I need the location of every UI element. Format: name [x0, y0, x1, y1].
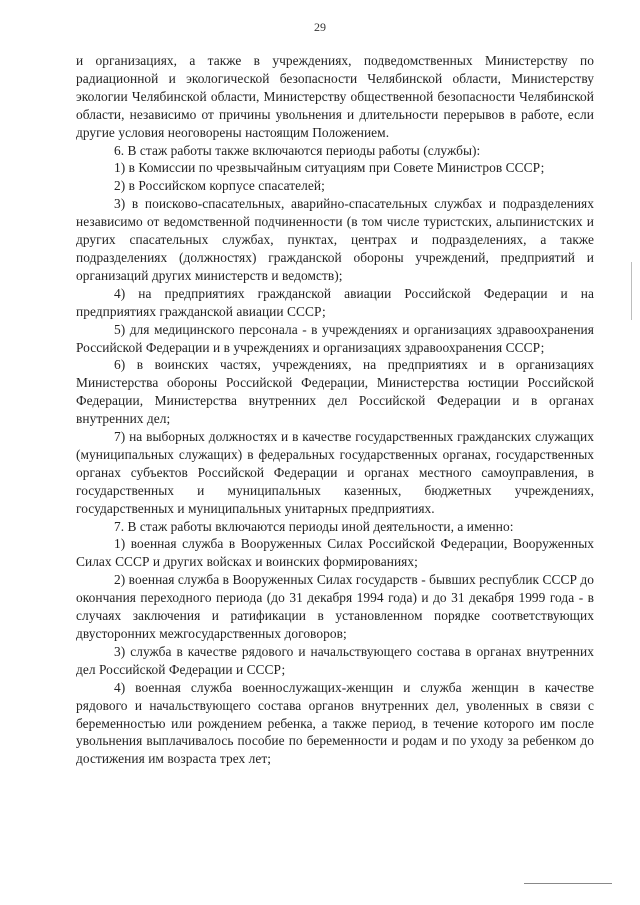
list-item: 7) на выборных должностях и в качестве государственных гражданских служащих (муниципальных служащих) в федеральных государственных органах, государственных органах субъектов Российской Федерации и органах местного самоуправления, в государственных и муниципальных казенных, бюджетных учреждениях, государственных и муниципальных унитарных предприятиях. — [76, 429, 594, 516]
list-item: 2) военная служба в Вооруженных Силах государств - бывших республик СССР до окончания переходного периода (до 31 декабря 1994 года) и до 31 декабря 1999 года - в случаях заключения и ратификации в установленном порядке соответствующих двусторонних межгосударственных договоров; — [76, 572, 594, 641]
paragraph-item-7-intro: 7. В стаж работы включаются периоды иной деятельности, а именно: — [114, 518, 514, 534]
list-item: 1) в Комиссии по чрезвычайным ситуациям при Совете Министров СССР; — [114, 160, 545, 176]
list-item: 5) для медицинского персонала - в учреждениях и организациях здравоохранения Российской Федерации и в учреждениях и организациях здравоохранения СССР; — [76, 321, 594, 355]
list-item: 4) на предприятиях гражданской авиации Российской Федерации и на предприятиях гражданской авиации СССР; — [76, 285, 594, 319]
list-item: 2) в Российском корпусе спасателей; — [114, 178, 325, 194]
footer-rule — [524, 883, 612, 884]
margin-scan-mark — [631, 262, 632, 320]
page-number: 29 — [314, 20, 326, 34]
list-item: 6) в воинских частях, учреждениях, на предприятиях и в организациях Министерства обороны Российской Федерации, Министерства юстиции Российской Федерации, Министерства внутренних дел Российской Федерации и в органах внутренних дел; — [76, 357, 594, 427]
list-item: 3) служба в качестве рядового и начальствующего состава в органах внутренних дел Российской Федерации и СССР; — [76, 643, 594, 677]
list-item: 3) в поисково-спасательных, аварийно-спасательных службах и подразделениях независимо от ведомственной подчиненности (в том числе туристских, альпинистских и других спасательных службах, пунктах, центрах и подразделениях, а также подразделениях (должностях) гражданской обороны учреждений, предприятий и организаций других министерств и ведомств); — [76, 196, 594, 283]
list-item: 4) военная служба военнослужащих-женщин и служба женщин в качестве рядового и начальствующего состава органов внутренних дел, уволенных в связи с беременностью или рождением ребенка, а также период, в течение которого им после увольнения выплачивалось пособие по беременности и родам и по уходу за ребенком до достижения им возраста трех лет; — [76, 679, 594, 767]
list-item: 1) военная служба в Вооруженных Силах Российской Федерации, Вооруженных Силах СССР и других войсках и воинских формированиях; — [76, 536, 594, 570]
document-body — [76, 52, 594, 768]
paragraph-continuation: и организациях, а также в учреждениях, подведомственных Министерству по радиационной и экологической безопасности Челябинской области, Министерству экологии Челябинской области, Министерству общественной безопасности Челябинской области, независимо от причины увольнения и длительности перерывов в работе, если другие условия неоговорены настоящим Положением. — [76, 53, 594, 140]
paragraph-item-6-intro: 6. В стаж работы также включаются периоды работы (службы): — [114, 142, 481, 158]
